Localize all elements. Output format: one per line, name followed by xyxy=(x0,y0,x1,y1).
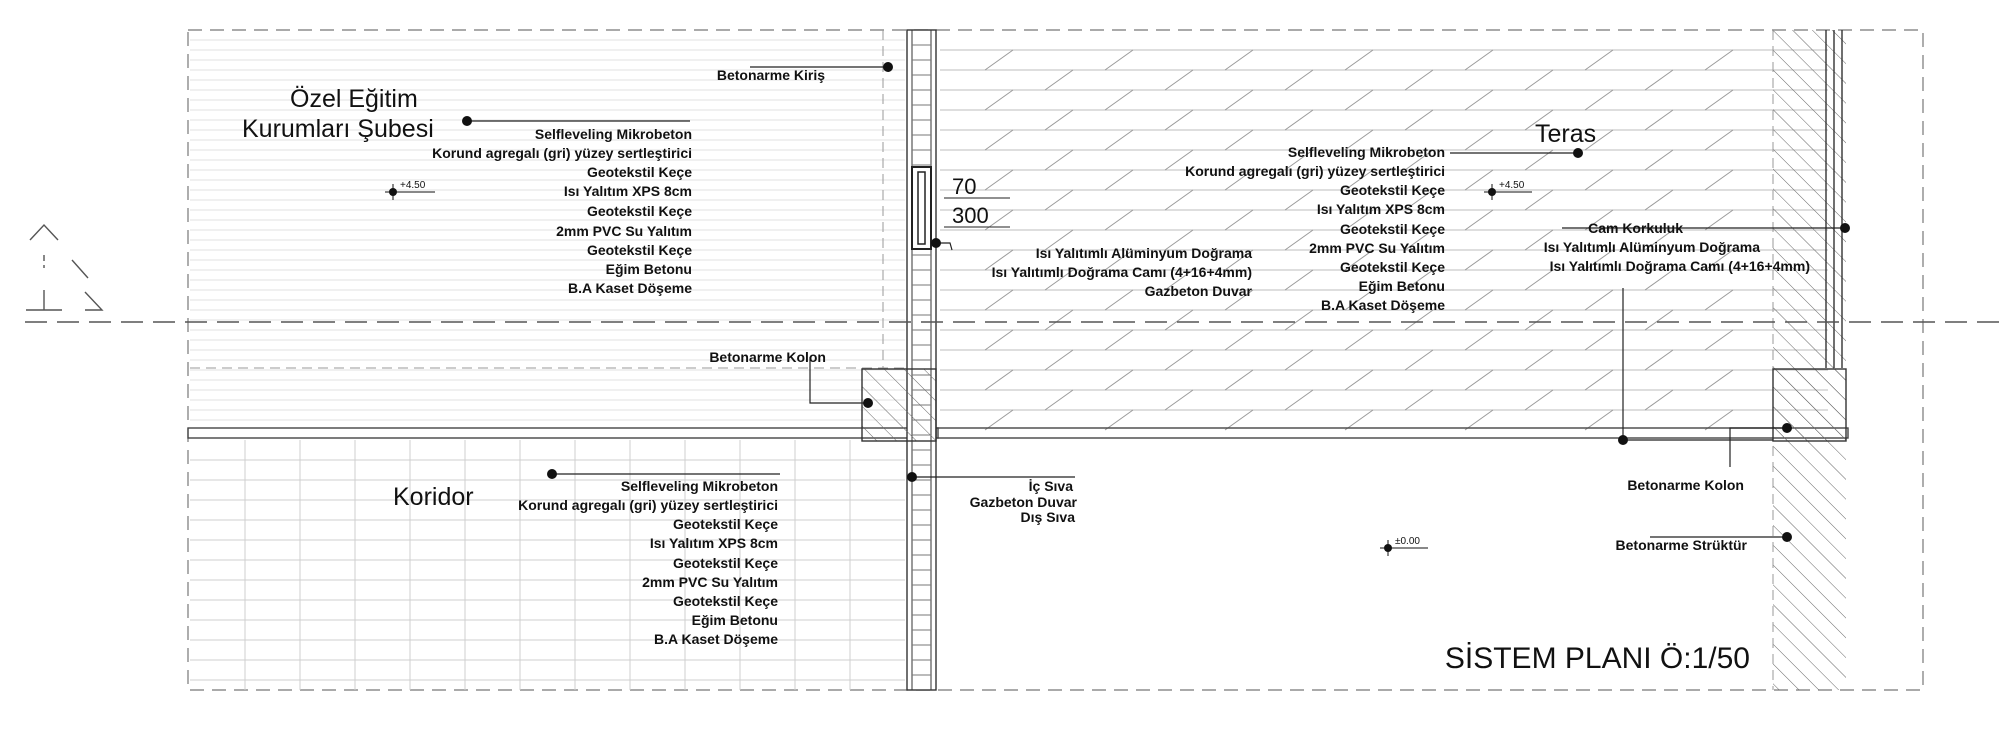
deck-board-line xyxy=(1165,390,1193,410)
callout-line: Gazbeton Duvar xyxy=(969,494,1077,510)
callout-line: Isı Yalıtımlı Doğrama Camı (4+16+4mm) xyxy=(991,264,1252,280)
layer: Geotekstil Keçe xyxy=(672,555,778,571)
layer: Geotekstil Keçe xyxy=(586,203,692,219)
deck-board-line xyxy=(1465,50,1493,70)
corridor-layer-list xyxy=(518,478,778,647)
deck-board-line xyxy=(1345,90,1373,110)
layer: Eğim Betonu xyxy=(605,261,692,277)
drawing-title: SİSTEM PLANI Ö:1/50 xyxy=(1444,642,1750,675)
layer: 2mm PVC Su Yalıtım xyxy=(556,223,692,239)
callout-line: Isı Yalıtımlı Alüminyum Doğrama xyxy=(1543,239,1760,255)
level-ground: ±0.00 xyxy=(1395,536,1420,547)
dim-300: 300 xyxy=(952,203,989,228)
deck-board-line xyxy=(1045,390,1073,410)
deck-board-line xyxy=(1465,290,1493,310)
dim-70: 70 xyxy=(952,174,977,199)
callout-line: Gazbeton Duvar xyxy=(1144,283,1252,299)
deck-board-line xyxy=(1165,350,1193,370)
callout-line: Cam Korkuluk xyxy=(1588,220,1683,236)
terrace-slab-edge xyxy=(936,428,1848,438)
layer: Geotekstil Keçe xyxy=(586,242,692,258)
deck-board-line xyxy=(1345,410,1373,430)
deck-board-line xyxy=(1585,330,1613,350)
deck-board-line xyxy=(1645,310,1673,330)
deck-board-line xyxy=(1405,110,1433,130)
deck-board-line xyxy=(1045,190,1073,210)
corridor-tile-grid xyxy=(190,440,905,690)
level-terrace: +4.50 xyxy=(1499,180,1525,191)
deck-board-line xyxy=(1465,370,1493,390)
layer: B.A Kaset Döşeme xyxy=(654,631,778,647)
deck-board-line xyxy=(985,50,1013,70)
layer: Eğim Betonu xyxy=(691,612,778,628)
wall-section xyxy=(907,30,936,690)
callout-line: İç Sıva xyxy=(1028,478,1073,494)
layer: Isı Yalıtım XPS 8cm xyxy=(1316,201,1445,217)
label-kolon-right: Betonarme Kolon xyxy=(1627,477,1744,493)
deck-board-line xyxy=(1285,350,1313,370)
layer: Geotekstil Keçe xyxy=(1339,221,1445,237)
callout-line: Isı Yalıtımlı Doğrama Camı (4+16+4mm) xyxy=(1549,258,1810,274)
deck-board-line xyxy=(1585,90,1613,110)
deck-board-line xyxy=(1585,410,1613,430)
deck-board-line xyxy=(1585,290,1613,310)
deck-board-line xyxy=(1405,310,1433,330)
deck-board-line xyxy=(1705,50,1733,70)
deck-board-line xyxy=(985,290,1013,310)
deck-board-line xyxy=(985,130,1013,150)
layer: B.A Kaset Döşeme xyxy=(1321,297,1445,313)
deck-board-line xyxy=(1405,70,1433,90)
column-left xyxy=(862,369,936,441)
deck-board-line xyxy=(1165,310,1193,330)
deck-board-line xyxy=(1465,410,1493,430)
layer: Korund agregalı (gri) yüzey sertleştirici xyxy=(518,497,778,513)
deck-board-line xyxy=(1645,150,1673,170)
layer: Korund agregalı (gri) yüzey sertleştirici xyxy=(432,145,692,161)
deck-board-line xyxy=(1105,90,1133,110)
deck-board-line xyxy=(1465,90,1493,110)
deck-board-line xyxy=(1225,410,1253,430)
deck-board-line xyxy=(1465,250,1493,270)
deck-board-line xyxy=(1645,390,1673,410)
layer: Korund agregalı (gri) yüzey sertleştirici xyxy=(1185,163,1445,179)
deck-board-line xyxy=(1285,70,1313,90)
deck-board-line xyxy=(1645,70,1673,90)
deck-board-line xyxy=(985,330,1013,350)
deck-board-line xyxy=(1705,370,1733,390)
deck-board-line xyxy=(1105,410,1133,430)
callout-line: Isı Yalıtımlı Alüminyum Doğrama xyxy=(1035,245,1252,261)
window-callout xyxy=(992,245,1253,299)
callout-line: Dış Sıva xyxy=(1020,509,1075,525)
deck-board-line xyxy=(1165,110,1193,130)
deck-board-line xyxy=(1705,170,1733,190)
layer: B.A Kaset Döşeme xyxy=(568,280,692,296)
deck-board-line xyxy=(1105,50,1133,70)
layer: 2mm PVC Su Yalıtım xyxy=(642,574,778,590)
deck-board-line xyxy=(1225,370,1253,390)
level-left: +4.50 xyxy=(400,180,426,191)
label-kiris: Betonarme Kiriş xyxy=(716,67,825,83)
window-frame xyxy=(912,167,931,249)
deck-board-line xyxy=(1525,390,1553,410)
deck-board-line xyxy=(1645,110,1673,130)
layer: 2mm PVC Su Yalıtım xyxy=(1309,240,1445,256)
label-struktur: Betonarme Strüktür xyxy=(1615,537,1747,553)
deck-board-line xyxy=(1465,130,1493,150)
deck-board-line xyxy=(1585,370,1613,390)
layer: Geotekstil Keçe xyxy=(672,516,778,532)
deck-board-line xyxy=(1225,130,1253,150)
deck-board-line xyxy=(1285,390,1313,410)
deck-board-line xyxy=(985,370,1013,390)
deck-board-line xyxy=(1585,50,1613,70)
corridor-slab-edge xyxy=(188,428,938,438)
deck-board-line xyxy=(1165,190,1193,210)
deck-board-line xyxy=(1045,150,1073,170)
deck-board-line xyxy=(1405,350,1433,370)
deck-board-line xyxy=(1705,410,1733,430)
deck-board-line xyxy=(1045,350,1073,370)
deck-board-line xyxy=(1285,110,1313,130)
deck-board-line xyxy=(1705,330,1733,350)
layer: Geotekstil Keçe xyxy=(1339,182,1445,198)
deck-board-line xyxy=(1405,390,1433,410)
layer: Geotekstil Keçe xyxy=(1339,259,1445,275)
deck-board-line xyxy=(1645,350,1673,370)
label-kolon-left: Betonarme Kolon xyxy=(709,349,826,365)
layer: Selfleveling Mikrobeton xyxy=(620,478,778,494)
deck-board-line xyxy=(1225,330,1253,350)
deck-board-line xyxy=(1165,70,1193,90)
deck-board-line xyxy=(985,410,1013,430)
room-koridor: Koridor xyxy=(393,483,474,511)
layer: Isı Yalıtım XPS 8cm xyxy=(649,535,778,551)
deck-board-line xyxy=(1705,130,1733,150)
deck-board-line xyxy=(1525,310,1553,330)
deck-board-line xyxy=(985,170,1013,190)
deck-board-line xyxy=(1225,210,1253,230)
deck-board-line xyxy=(1045,310,1073,330)
deck-board-line xyxy=(1705,290,1733,310)
deck-board-line xyxy=(1525,70,1553,90)
deck-board-line xyxy=(1285,310,1313,330)
deck-board-line xyxy=(1105,210,1133,230)
room-teras: Teras xyxy=(1535,120,1597,148)
layer: Selfleveling Mikrobeton xyxy=(1287,144,1445,160)
deck-board-line xyxy=(1285,190,1313,210)
layer: Eğim Betonu xyxy=(1358,278,1445,294)
deck-board-line xyxy=(1105,330,1133,350)
deck-board-line xyxy=(1465,170,1493,190)
deck-board-line xyxy=(1105,130,1133,150)
deck-board-line xyxy=(1705,210,1733,230)
layer: Selfleveling Mikrobeton xyxy=(534,126,692,142)
deck-board-line xyxy=(1345,50,1373,70)
deck-board-line xyxy=(1525,190,1553,210)
deck-board-line xyxy=(1345,330,1373,350)
deck-board-line xyxy=(1105,170,1133,190)
deck-board-line xyxy=(1105,290,1133,310)
deck-board-line xyxy=(1105,370,1133,390)
deck-board-line xyxy=(1585,170,1613,190)
layer: Isı Yalıtım XPS 8cm xyxy=(563,183,692,199)
section-marker-icon xyxy=(26,225,102,310)
wall-callout xyxy=(970,478,1078,525)
deck-board-line xyxy=(1285,270,1313,290)
room-ozel-line1: Özel Eğitim xyxy=(290,85,418,113)
room-ozel-line2: Kurumları Şubesi xyxy=(242,115,434,143)
deck-board-line xyxy=(1225,90,1253,110)
deck-board-line xyxy=(1705,90,1733,110)
deck-board-line xyxy=(1525,350,1553,370)
deck-board-line xyxy=(1465,330,1493,350)
deck-board-line xyxy=(1225,50,1253,70)
deck-board-line xyxy=(1045,110,1073,130)
layer: Geotekstil Keçe xyxy=(586,164,692,180)
right-structure-band xyxy=(1773,30,1846,690)
layer: Geotekstil Keçe xyxy=(672,593,778,609)
deck-board-line xyxy=(1045,70,1073,90)
deck-board-line xyxy=(1465,210,1493,230)
deck-board-line xyxy=(985,90,1013,110)
deck-board-line xyxy=(1645,190,1673,210)
deck-board-line xyxy=(1345,370,1373,390)
